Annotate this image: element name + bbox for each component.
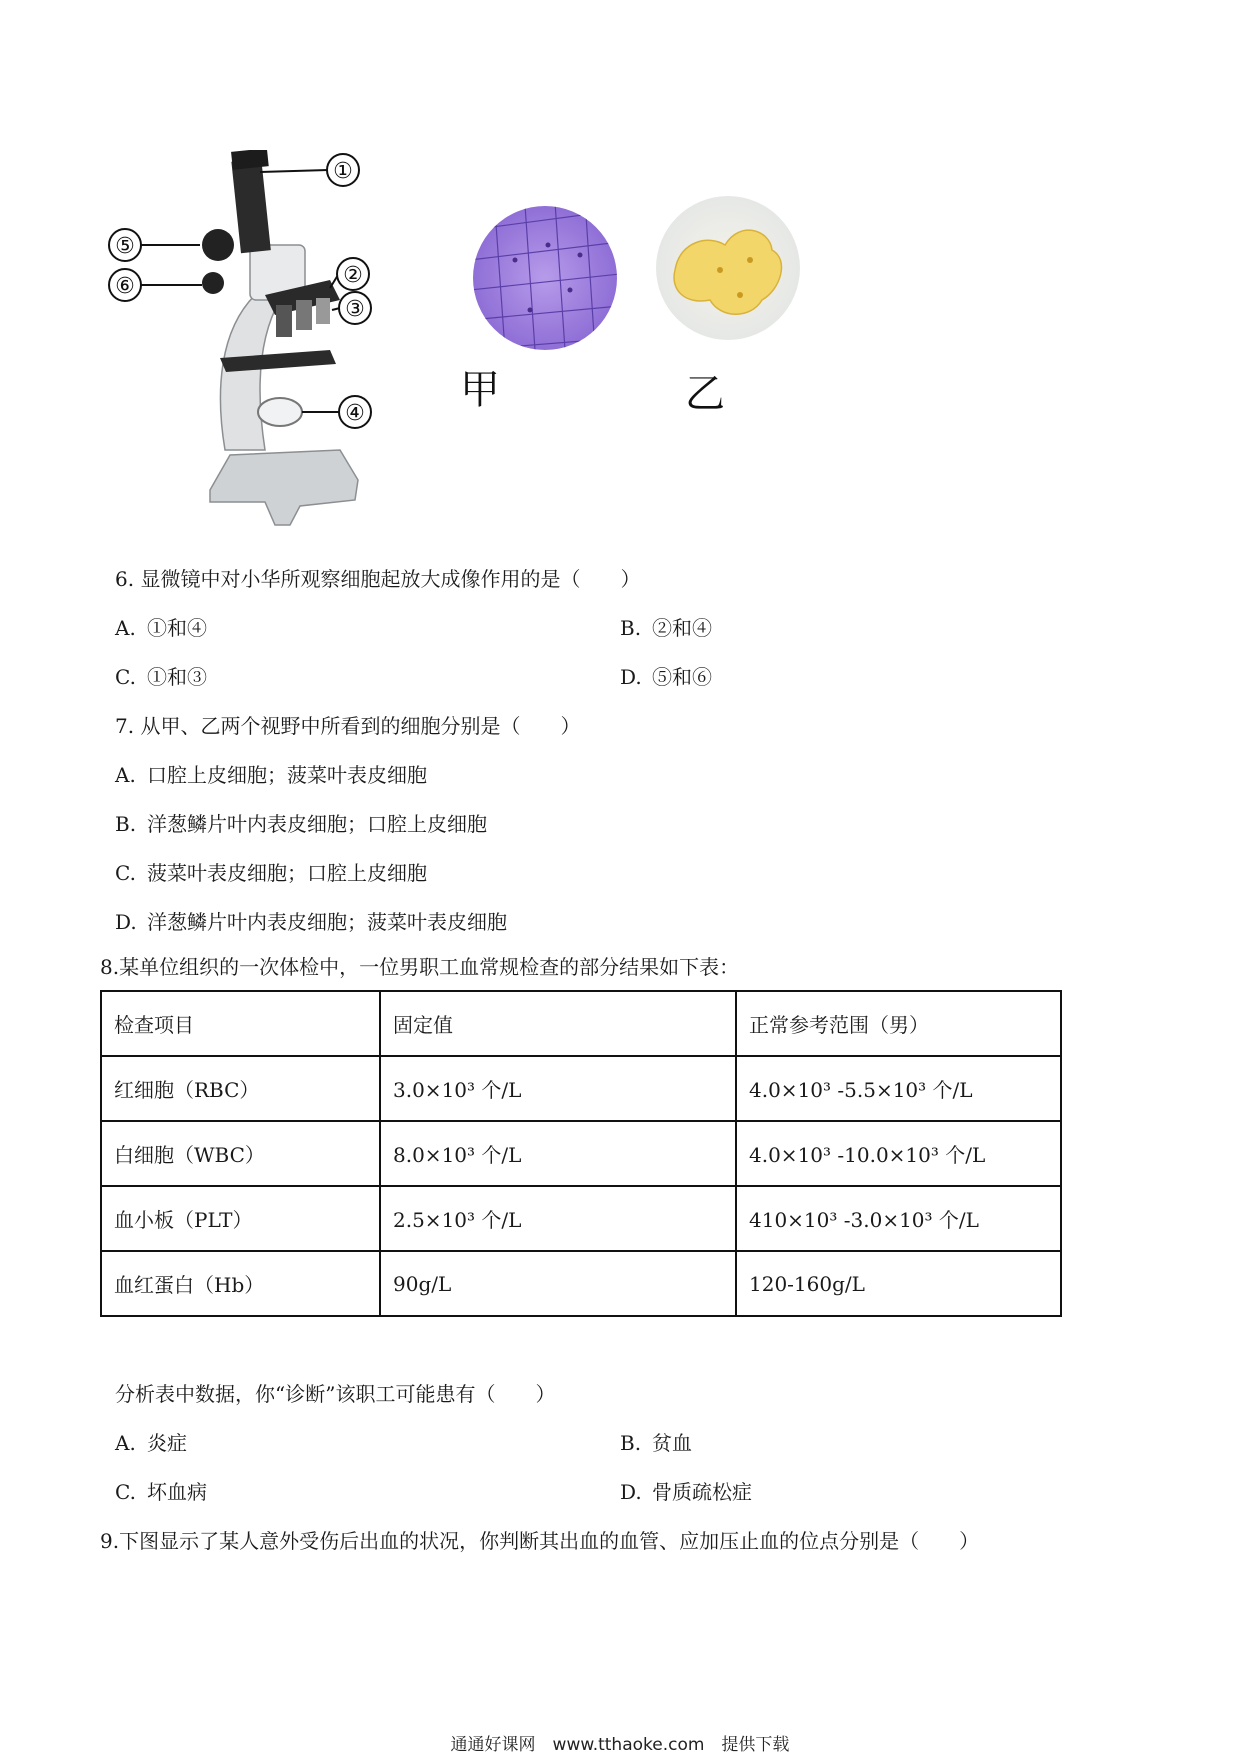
option-text: 菠菜叶表皮细胞；口腔上皮细胞 xyxy=(147,861,427,885)
caption-yi: 乙 xyxy=(685,371,725,417)
microscope xyxy=(202,150,358,525)
callout-label-1: ① xyxy=(333,159,353,184)
page-footer: 通通好课网 www.tthaoke.com 提供下载 xyxy=(450,1735,790,1755)
option-letter: C. xyxy=(115,1480,136,1504)
q7-option-c[interactable] xyxy=(115,859,427,887)
option-text: 洋葱鳞片叶内表皮细胞；口腔上皮细胞 xyxy=(147,812,487,836)
caption-jia: 甲 xyxy=(460,367,500,413)
option-letter: B. xyxy=(620,616,642,640)
q6-option-b[interactable] xyxy=(620,614,712,642)
callout-label-4: ④ xyxy=(345,401,365,426)
table-row xyxy=(101,1056,1061,1121)
table-cell: 3.0×10³ 个/L xyxy=(380,1056,736,1121)
q7-option-d[interactable] xyxy=(115,908,507,936)
q7-option-b[interactable] xyxy=(115,810,487,838)
table-cell: 红细胞（RBC） xyxy=(101,1056,380,1121)
option-letter: D. xyxy=(620,1480,642,1504)
callout-label-6: ⑥ xyxy=(115,274,135,299)
option-letter: A. xyxy=(115,763,136,787)
option-letter: C. xyxy=(115,665,136,689)
blood-test-table xyxy=(100,990,1062,1317)
option-text: 洋葱鳞片叶内表皮细胞；菠菜叶表皮细胞 xyxy=(147,910,507,934)
option-letter: A. xyxy=(115,1431,136,1455)
table-cell: 8.0×10³ 个/L xyxy=(380,1121,736,1186)
q9-stem: 9.下图显示了某人意外受伤后出血的状况，你判断其出血的血管、应加压止血的位点分别是（ ） xyxy=(100,1529,980,1553)
option-text: ①和④ xyxy=(147,616,207,640)
option-text: 口腔上皮细胞；菠菜叶表皮细胞 xyxy=(147,763,427,787)
table-cell: 4.0×10³ -10.0×10³ 个/L xyxy=(736,1121,1061,1186)
q6-option-c[interactable] xyxy=(115,663,207,691)
microscope-figure xyxy=(100,150,900,540)
q6-stem: 6. 显微镜中对小华所观察细胞起放大成像作用的是（ ） xyxy=(115,567,641,591)
table-cell: 90g/L xyxy=(380,1251,736,1316)
table-cell: 血红蛋白（Hb） xyxy=(101,1251,380,1316)
option-text: 贫血 xyxy=(652,1431,692,1455)
table-row xyxy=(101,1251,1061,1316)
option-letter: A. xyxy=(115,616,136,640)
table-row xyxy=(101,1186,1061,1251)
callout-label-3: ③ xyxy=(345,297,365,322)
callout-label-5: ⑤ xyxy=(115,234,135,259)
table-cell: 120-160g/L xyxy=(736,1251,1061,1316)
table-cell: 2.5×10³ 个/L xyxy=(380,1186,736,1251)
field-of-view-yi xyxy=(656,196,800,340)
q8-option-c[interactable] xyxy=(115,1478,207,1506)
table-header-cell: 检查项目 xyxy=(101,991,380,1056)
option-text: ⑤和⑥ xyxy=(652,665,712,689)
option-text: 骨质疏松症 xyxy=(652,1480,752,1504)
table-header-cell: 正常参考范围（男） xyxy=(736,991,1061,1056)
option-letter: B. xyxy=(620,1431,642,1455)
callout-label-2: ② xyxy=(343,263,363,288)
option-letter: D. xyxy=(620,665,642,689)
q6-option-a[interactable] xyxy=(115,614,207,642)
table-cell: 410×10³ -3.0×10³ 个/L xyxy=(736,1186,1061,1251)
table-header-row xyxy=(101,991,1061,1056)
table-cell: 血小板（PLT） xyxy=(101,1186,380,1251)
table-cell: 4.0×10³ -5.5×10³ 个/L xyxy=(736,1056,1061,1121)
table-header-cell: 固定值 xyxy=(380,991,736,1056)
option-letter: D. xyxy=(115,910,137,934)
option-text: 坏血病 xyxy=(147,1480,207,1504)
option-text: 炎症 xyxy=(147,1431,187,1455)
q8-option-b[interactable] xyxy=(620,1429,692,1457)
microscope-illustration xyxy=(100,150,900,540)
option-text: ②和④ xyxy=(652,616,712,640)
table-row xyxy=(101,1121,1061,1186)
q6-option-d[interactable] xyxy=(620,663,712,691)
q8-question: 分析表中数据，你“诊断”该职工可能患有（ ） xyxy=(115,1382,556,1406)
option-letter: C. xyxy=(115,861,136,885)
table-cell: 白细胞（WBC） xyxy=(101,1121,380,1186)
q8-stem: 8.某单位组织的一次体检中，一位男职工血常规检查的部分结果如下表： xyxy=(100,955,740,979)
callout-line-1 xyxy=(260,170,328,172)
q7-option-a[interactable] xyxy=(115,761,427,789)
q7-stem: 7. 从甲、乙两个视野中所看到的细胞分别是（ ） xyxy=(115,714,581,738)
q8-option-d[interactable] xyxy=(620,1478,752,1506)
option-text: ①和③ xyxy=(147,665,207,689)
field-of-view-jia xyxy=(470,200,620,350)
option-letter: B. xyxy=(115,812,137,836)
q8-option-a[interactable] xyxy=(115,1429,187,1457)
